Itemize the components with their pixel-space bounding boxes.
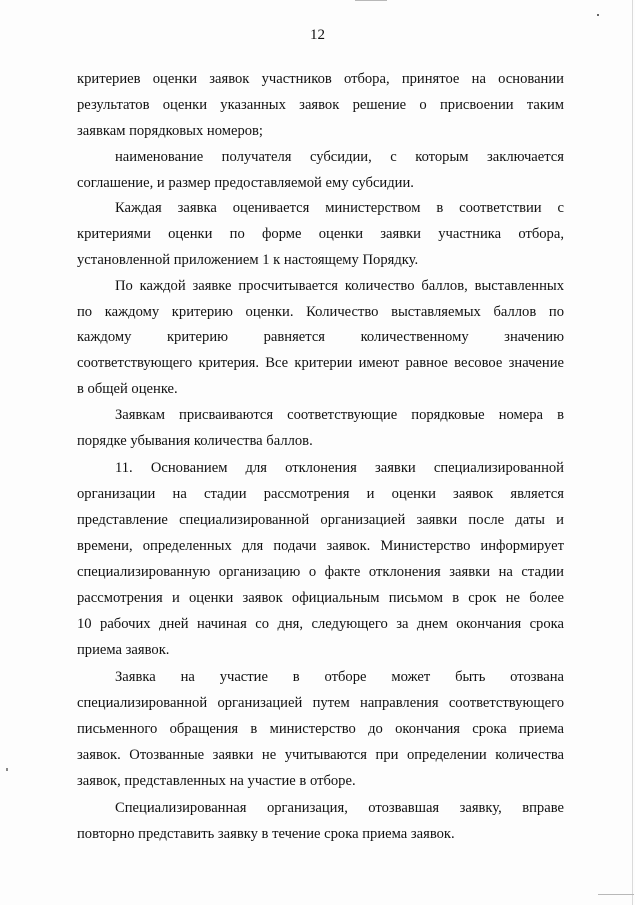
text-line: заявкам порядковых номеров; [77, 123, 263, 139]
text-line: письменного обращения в министерство до окончания срока приема [77, 721, 564, 737]
scan-artifact-right [632, 0, 633, 905]
text-line: соглашение, и размер предоставляемой ему субсидии. [77, 175, 414, 191]
text-line: критериев оценки заявок участников отбора, принятое на основании [77, 71, 564, 87]
text-line: специализированной организацией путем направления соответствующего [77, 695, 564, 711]
text-line: Специализированная организация, отозвавшая заявку, вправе [115, 800, 564, 816]
page-number: 12 [310, 27, 325, 43]
text-line: специализированную организацию о факте отклонения заявки на стадии [77, 564, 564, 580]
text-line: 11. Основанием для отклонения заявки специализированной [115, 460, 564, 476]
text-line: приема заявок. [77, 642, 170, 658]
text-line: времени, определенных для подачи заявок. Министерство информирует [77, 538, 564, 554]
text-line: заявок, представленных на участие в отборе. [77, 773, 356, 789]
scan-artifact-dot [597, 14, 599, 16]
text-line: соответствующего критерия. Все критерии имеют равное весовое значение [77, 355, 564, 371]
scan-artifact-top [355, 0, 387, 1]
scan-artifact-left [6, 768, 8, 771]
text-line: по каждому критерию оценки. Количество выставляемых баллов по [77, 304, 564, 320]
text-line: организации на стадии рассмотрения и оценки заявок является [77, 486, 564, 502]
text-line: Заявкам присваиваются соответствующие порядковые номера в [115, 407, 564, 423]
text-line: Каждая заявка оценивается министерством в соответствии с [115, 200, 564, 216]
text-line: По каждой заявке просчитывается количество баллов, выставленных [115, 278, 564, 294]
scan-artifact-bottom-right [598, 894, 634, 895]
text-line: наименование получателя субсидии, с которым заключается [115, 149, 564, 165]
text-line: заявок. Отозванные заявки не учитываются при определении количества [77, 747, 564, 763]
text-line: установленной приложением 1 к настоящему Порядку. [77, 252, 419, 268]
text-line: порядке убывания количества баллов. [77, 433, 313, 449]
text-line: критериями оценки по форме оценки заявки участника отбора, [77, 226, 564, 242]
text-line: Заявка на участие в отборе может быть отозвана [115, 669, 564, 685]
text-line: повторно представить заявку в течение срока приема заявок. [77, 826, 455, 842]
text-line: каждому критерию равняется количественному значению [77, 329, 564, 345]
text-line: результатов оценки указанных заявок решение о присвоении таким [77, 97, 564, 113]
text-line: 10 рабочих дней начиная со дня, следующего за днем окончания срока [77, 616, 564, 632]
text-line: рассмотрения и оценки заявок официальным письмом в срок не более [77, 590, 564, 606]
text-line: в общей оценке. [77, 381, 178, 397]
text-line: представление специализированной организацией заявки после даты и [77, 512, 564, 528]
